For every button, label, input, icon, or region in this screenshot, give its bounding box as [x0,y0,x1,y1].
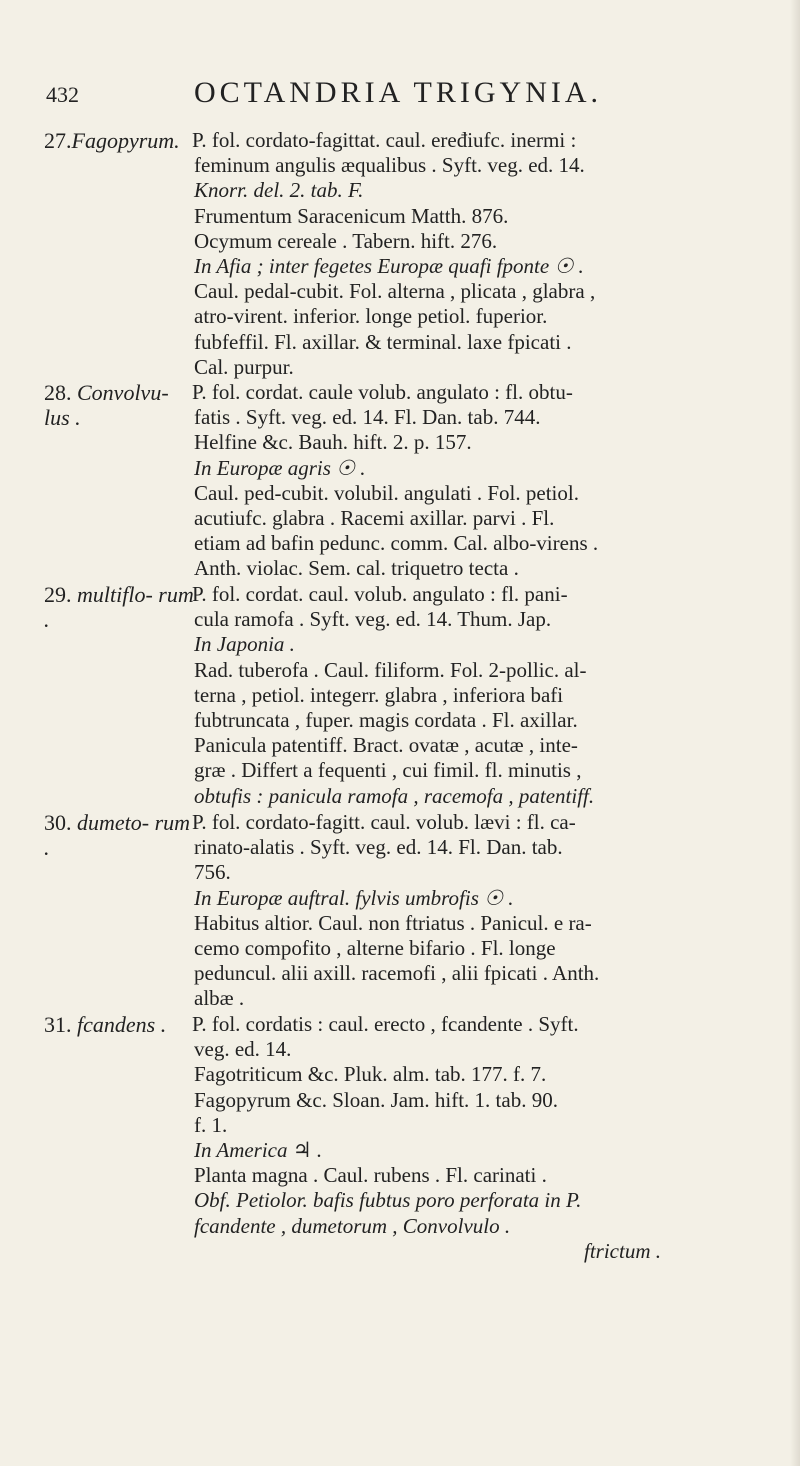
entry-line: f. 1. [194,1112,228,1137]
species-entry [44,582,764,809]
entry-line: græ . Differt a fequenti , cui fimil. fl. minutis , [194,758,582,783]
entry-line: etiam ad bafin pedunc. comm. Cal. albo-virens . [194,531,599,556]
running-title: OCTANDRIA TRIGYNIA. [194,76,603,109]
entry-number: 31. [44,1012,72,1037]
entry-line: Knorr. del. 2. tab. F. [194,178,364,203]
entry-line: P. fol. cordatis : caul. erecto , fcandente . Syft. [192,1012,579,1036]
entry-number: 28. [44,380,72,405]
entry-line: ftrictum . [584,1238,661,1263]
entry-name: fcandens . [77,1012,167,1037]
entry-line: In America ♃ . [194,1138,323,1163]
entry-label [44,810,194,860]
entry-line: Panicula patentiff. Bract. ovatæ , acutæ , inte- [194,733,578,758]
species-entry [44,128,764,380]
entry-description [194,582,764,809]
entry-line: atro-virent. inferior. longe petiol. fuperior. [194,304,548,329]
entry-line: Caul. ped-cubit. volubil. angulati . Fol. petiol. [194,480,579,505]
entry-number: 27. [44,128,72,153]
entry-description [194,380,764,582]
entry-line: feminum angulis æqualibus . Syft. veg. ed. 14. [194,153,585,178]
species-entry [44,1012,764,1264]
entry-line: rinato-alatis . Syft. veg. ed. 14. Fl. Dan. tab. [194,835,563,860]
entry-line: P. fol. cordat. caul. volub. angulato : fl. pani- [192,582,568,606]
entry-line: In Japonia . [194,632,295,657]
entry-line: Helfine &c. Bauh. hift. 2. p. 157. [194,430,472,455]
entry-line: cula ramofa . Syft. veg. ed. 14. Thum. Jap. [194,607,552,632]
entry-line: terna , petiol. integerr. glabra , inferiora bafi [194,682,564,707]
entry-description [194,128,764,380]
entry-line: cemo compofito , alterne bifario . Fl. longe [194,936,556,961]
entry-name: Convolvu- lus . [44,380,169,430]
entry-line: P. fol. cordato-fagittat. caul. eređiufc. inermi : [192,128,577,152]
entry-line: Caul. pedal-cubit. Fol. alterna , plicata , glabra , [194,279,596,304]
entry-name: Fagopyrum. [71,128,180,153]
species-entry [44,810,764,1012]
entry-line: fubtruncata , fuper. magis cordata . Fl. axillar. [194,708,578,733]
entry-line: Habitus altior. Caul. non ftriatus . Panicul. e ra- [194,910,592,935]
entry-line: Anth. violac. Sem. cal. triquetro tecta . [194,556,519,581]
entry-line: Planta magna . Caul. rubens . Fl. carinati . [194,1163,547,1188]
page-edge-shadow [790,0,800,1466]
entry-description [194,1012,764,1264]
entry-line: 756. [194,860,231,885]
entry-line: albæ . [194,986,245,1011]
species-entry [44,380,764,582]
entry-line: veg. ed. 14. [194,1037,292,1062]
page-number: 432 [46,82,79,107]
entry-line: Ocymum cereale . Tabern. hift. 276. [194,228,498,253]
entry-line: In Afia ; inter fegetes Europæ quafi fponte ☉ . [194,254,584,279]
entry-line: peduncul. alii axill. racemofi , alii fpicati . Anth. [194,961,600,986]
entry-description [194,810,764,1012]
entry-line: In Europæ agris ☉ . [194,455,366,480]
entry-line: Frumentum Saracenicum Matth. 876. [194,203,509,228]
entry-line: Fagopyrum &c. Sloan. Jam. hift. 1. tab. 90. [194,1087,558,1112]
entry-label [44,380,194,430]
entry-line: Obf. Petiolor. bafis fubtus poro perforata in P. [194,1188,582,1213]
entry-label [44,1012,194,1037]
entry-line: acutiufc. glabra . Racemi axillar. parvi . Fl. [194,506,555,531]
entry-line: obtufis : panicula ramofa , racemofa , patentiff. [194,783,595,808]
entry-name: dumeto- rum . [44,810,191,860]
entry-line: Fagotriticum &c. Pluk. alm. tab. 177. f. 7. [194,1062,547,1087]
entry-line: In Europæ auftral. fylvis umbrofis ☉ . [194,885,514,910]
entry-number: 30. [44,810,72,835]
entry-line: Rad. tuberofa . Caul. filiform. Fol. 2-pollic. al- [194,657,587,682]
entry-line: P. fol. cordat. caule volub. angulato : fl. obtu- [192,380,573,404]
entry-line: Cal. purpur. [194,354,294,379]
entry-label [44,128,194,153]
entry-label [44,582,194,632]
entry-line: fcandente , dumetorum , Convolvulo . [194,1213,511,1238]
entry-line: P. fol. cordato-fagitt. caul. volub. lævi : fl. ca- [192,810,576,834]
page-header [46,76,760,116]
entry-name: multiflo- rum . [44,582,194,632]
entry-line: fubfeffil. Fl. axillar. & terminal. laxe fpicati . [194,329,572,354]
entry-line: fatis . Syft. veg. ed. 14. Fl. Dan. tab. 744. [194,405,541,430]
entry-number: 29. [44,582,72,607]
